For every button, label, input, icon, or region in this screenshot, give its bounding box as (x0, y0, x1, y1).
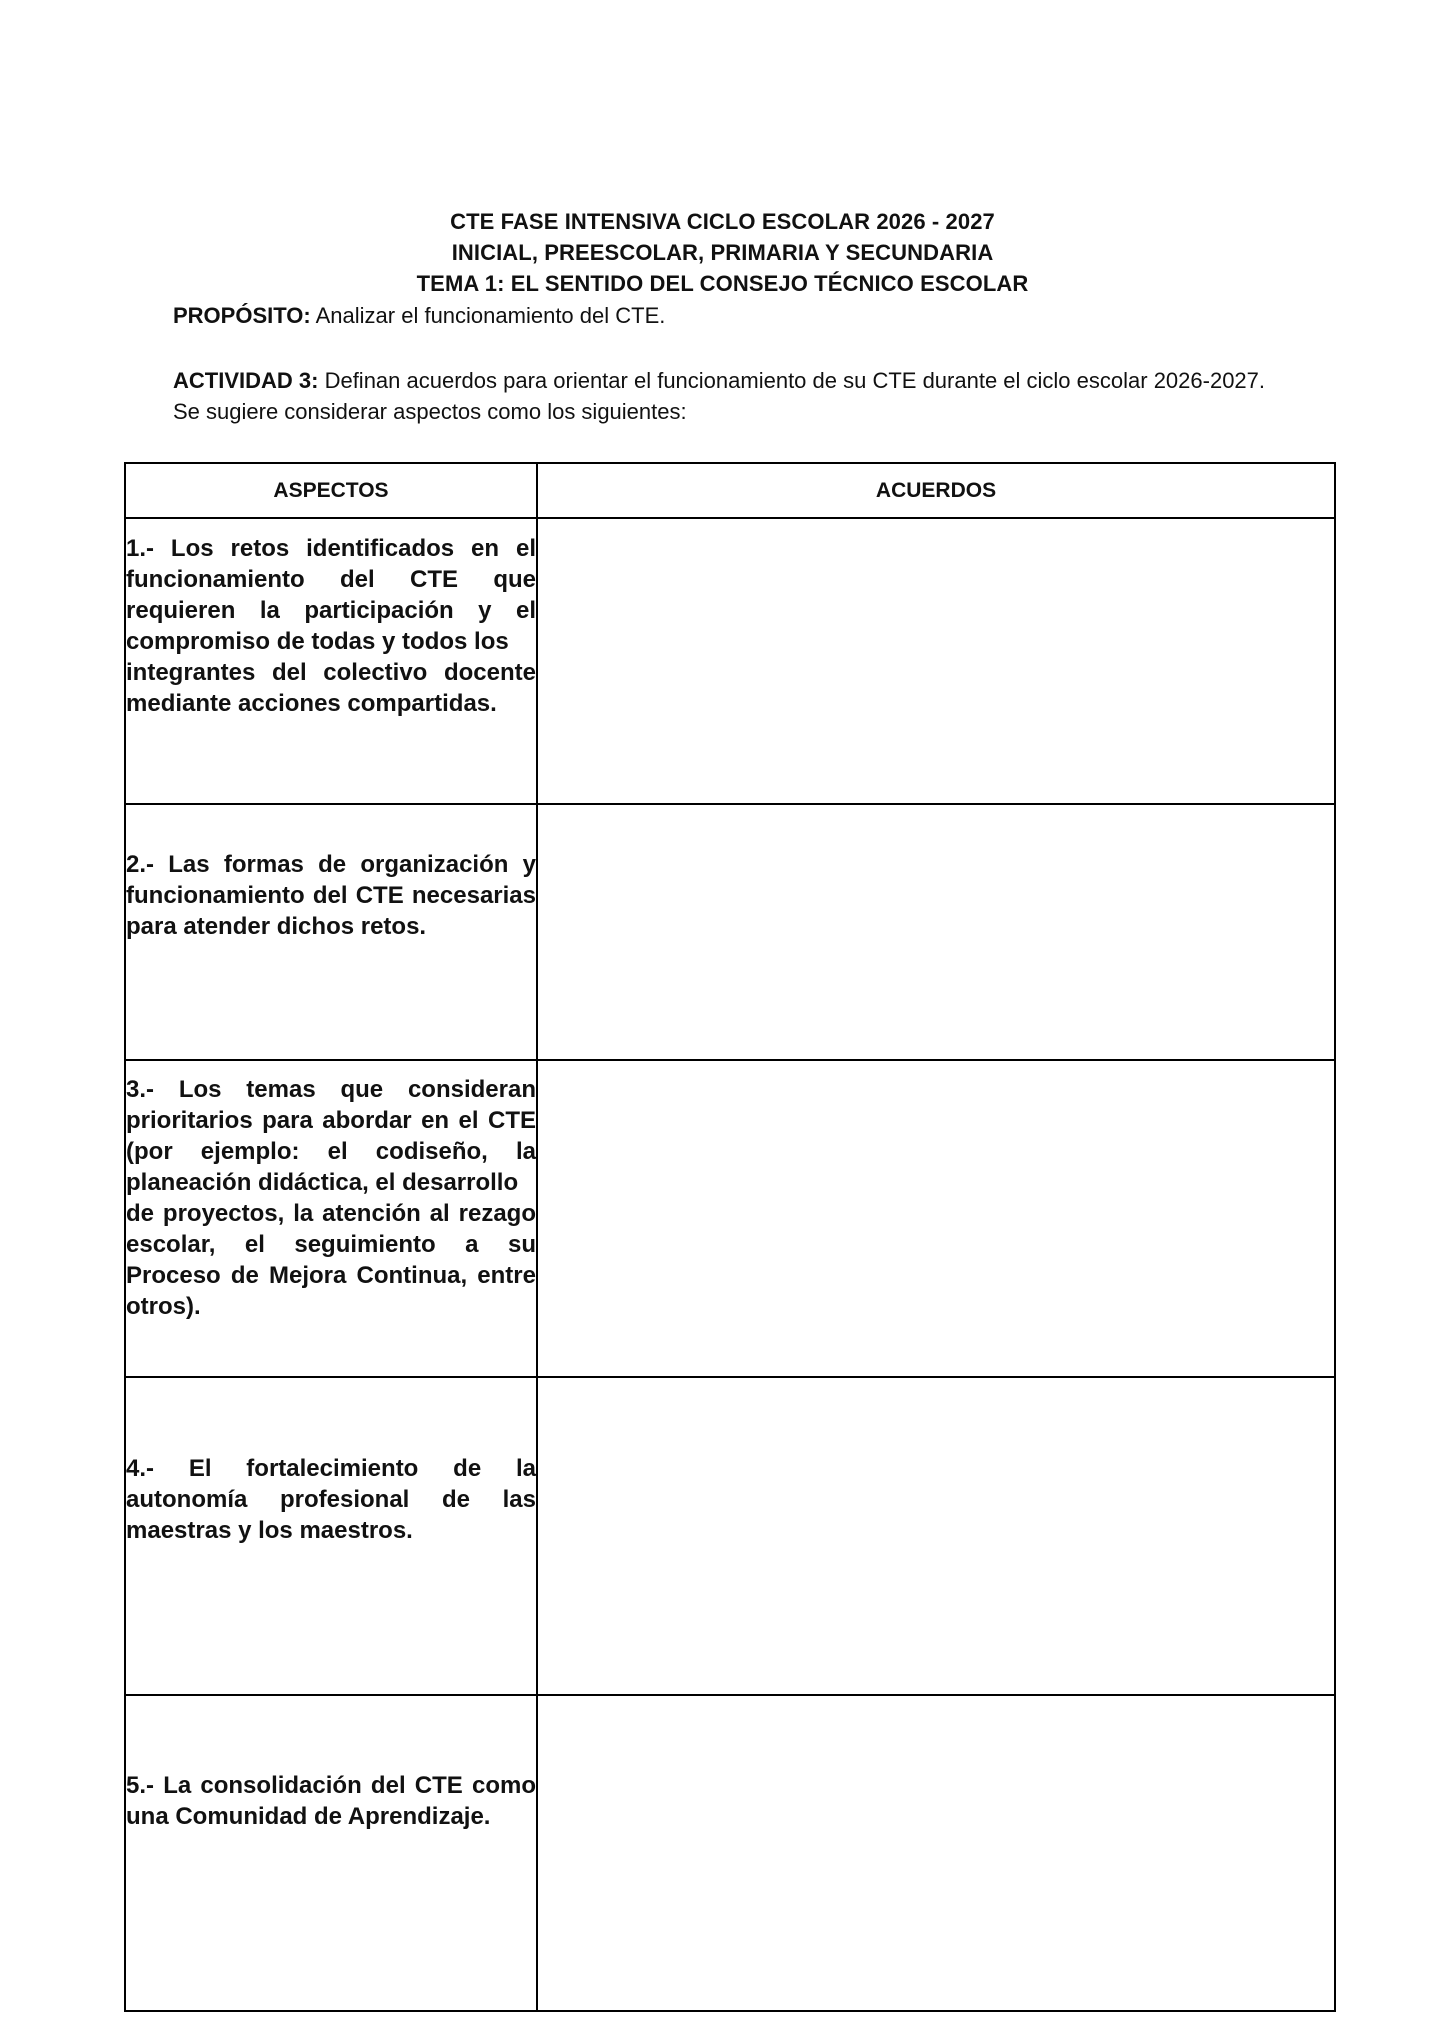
table-header-row (125, 463, 1335, 518)
aspect-text: 3.- Los temas que consideran prioritarios para abordar en el CTE (por ejemplo: el codiseño, la planeación didáctica, el desarrollo (126, 1076, 536, 1196)
document-header (0, 206, 1445, 299)
aspect-cell (125, 1060, 537, 1377)
activity-label: ACTIVIDAD 3: (173, 368, 319, 393)
header-title: CTE FASE INTENSIVA CICLO ESCOLAR 2026 - 2027 (450, 209, 995, 234)
purpose-paragraph (173, 300, 665, 331)
aspect-text: de proyectos, la atención al rezago escolar, el seguimiento a su Proceso de Mejora Continua, entre otros). (126, 1200, 536, 1320)
column-header-agreements: ACUERDOS (537, 463, 1335, 518)
table-row (125, 1060, 1335, 1377)
agreement-cell[interactable] (537, 1060, 1335, 1377)
aspects-table (124, 462, 1336, 2012)
aspect-cell (125, 518, 537, 804)
agreement-cell[interactable] (537, 518, 1335, 804)
header-levels: INICIAL, PREESCOLAR, PRIMARIA Y SECUNDARIA (451, 240, 994, 265)
agreement-cell[interactable] (537, 1695, 1335, 2011)
activity-paragraph (173, 365, 1278, 427)
aspect-cell (125, 1695, 537, 2011)
aspect-text: 5.- La consolidación del CTE como una Comunidad de Aprendizaje. (126, 1772, 536, 1830)
table-row (125, 804, 1335, 1060)
column-header-aspects: ASPECTOS (125, 463, 537, 518)
table-row (125, 1695, 1335, 2011)
aspect-text: 2.- Las formas de organización y funcionamiento del CTE necesarias para atender dichos retos. (126, 851, 536, 940)
table-row (125, 518, 1335, 804)
aspect-text: 1.- Los retos identificados en el funcionamiento del CTE que requieren la participación y el compromiso de todas y todos los (126, 535, 536, 655)
purpose-label: PROPÓSITO: (173, 303, 311, 328)
header-topic: TEMA 1: EL SENTIDO DEL CONSEJO TÉCNICO ESCOLAR (416, 271, 1029, 296)
agreement-cell[interactable] (537, 1377, 1335, 1695)
aspect-cell (125, 1377, 537, 1695)
activity-text: Definan acuerdos para orientar el funcionamiento de su CTE durante el ciclo escolar 2026-2027. Se sugiere considerar aspectos como los siguientes: (173, 368, 1266, 424)
aspect-cell (125, 804, 537, 1060)
purpose-text: Analizar el funcionamiento del CTE. (310, 303, 666, 328)
aspect-text: integrantes del colectivo docente mediante acciones compartidas. (126, 659, 536, 717)
agreement-cell[interactable] (537, 804, 1335, 1060)
aspect-text: 4.- El fortalecimiento de la autonomía profesional de las maestras y los maestros. (126, 1455, 536, 1544)
table-row (125, 1377, 1335, 1695)
